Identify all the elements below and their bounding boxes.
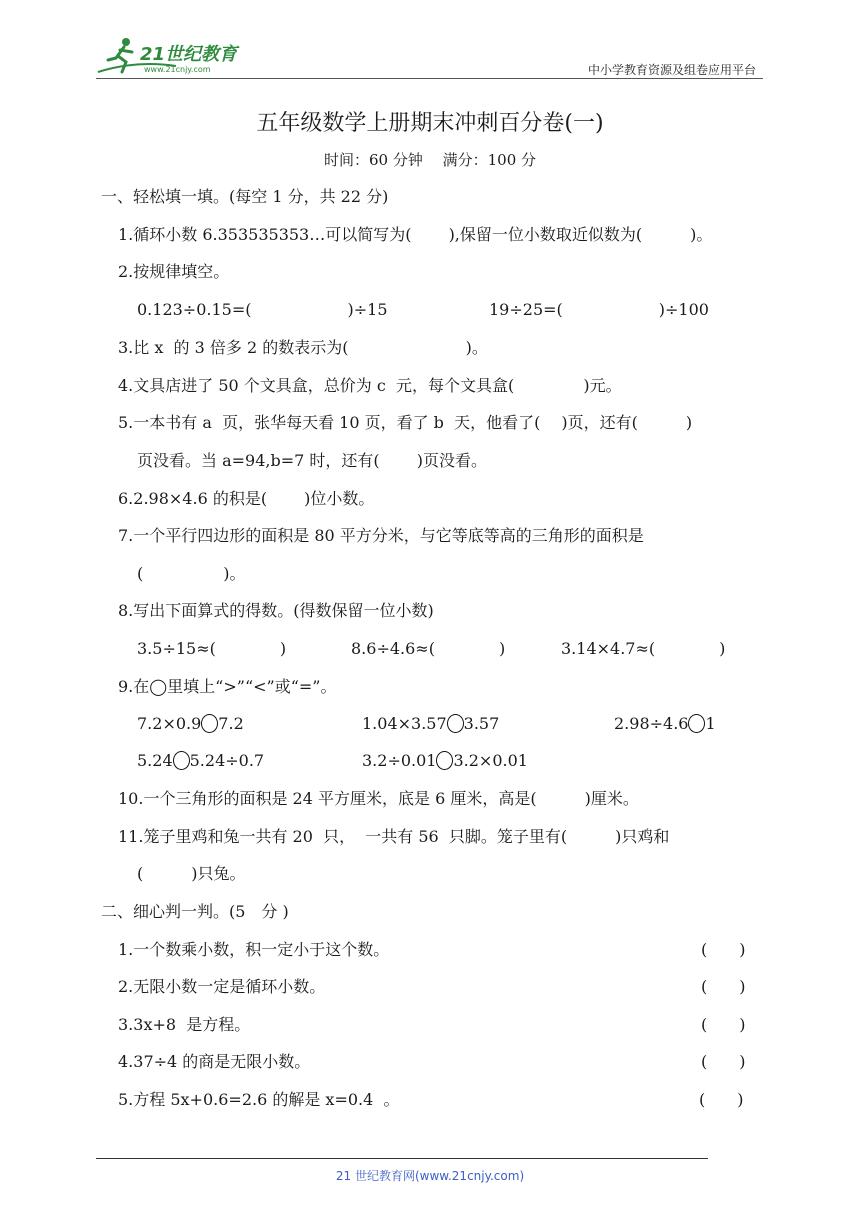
footer-divider bbox=[96, 1158, 708, 1159]
question-1: 1.循环小数 6.353535353…可以简写为( ),保留一位小数取近似数为( )。 bbox=[118, 225, 713, 244]
judge-item: 4.37÷4 的商是无限小数。 bbox=[118, 1052, 311, 1071]
question-8b: 8.6÷4.6≈( ) bbox=[351, 639, 506, 658]
judge-item: 5.方程 5x+0.6=2.6 的解是 x=0.4 。 bbox=[118, 1090, 400, 1109]
judge-bracket[interactable]: ( ) bbox=[701, 940, 746, 959]
question-4: 4.文具店进了 50 个文具盒，总价为 c 元，每个文具盒( )元。 bbox=[118, 376, 622, 395]
question-11-line2: ( )只兔。 bbox=[137, 864, 246, 883]
page-subtitle: 时间：60 分钟 满分：100 分 bbox=[323, 151, 537, 169]
question-7-line2: ( )。 bbox=[137, 564, 246, 583]
question-6: 6.2.98×4.6 的积是( )位小数。 bbox=[118, 489, 375, 508]
logo-text: 21世纪教育 bbox=[140, 44, 238, 65]
compare-left: 7.2×0.9 bbox=[137, 714, 202, 733]
question-8a: 3.5÷15≈( ) bbox=[137, 639, 287, 658]
compare-item bbox=[362, 714, 499, 734]
compare-item bbox=[362, 751, 528, 771]
site-logo bbox=[96, 36, 256, 80]
compare-left: 3.2÷0.01 bbox=[362, 751, 437, 770]
header-platform-text: 中小学教育资源及组卷应用平台 bbox=[587, 63, 756, 77]
compare-circle[interactable] bbox=[436, 751, 453, 770]
footer-text[interactable]: 21 世纪教育网(www.21cnjy.com) bbox=[335, 1169, 525, 1183]
question-8c: 3.14×4.7≈( ) bbox=[561, 639, 726, 658]
question-10: 10.一个三角形的面积是 24 平方厘米，底是 6 厘米，高是( )厘米。 bbox=[118, 789, 639, 808]
compare-item bbox=[137, 751, 264, 771]
section2-heading: 二、细心判一判。(5 分 ) bbox=[101, 902, 289, 921]
compare-right: 3.57 bbox=[463, 714, 500, 733]
compare-right: 5.24÷0.7 bbox=[189, 751, 265, 770]
question-5-line1: 5.一本书有 a 页，张华每天看 10 页，看了 b 天，他看了( )页，还有( ) bbox=[118, 413, 693, 432]
compare-circle[interactable] bbox=[447, 714, 464, 733]
page-title: 五年级数学上册期末冲刺百分卷(一) bbox=[256, 111, 604, 136]
question-7-line1: 7.一个平行四边形的面积是 80 平方分米，与它等底等高的三角形的面积是 bbox=[118, 526, 644, 545]
judge-bracket[interactable]: ( ) bbox=[701, 977, 746, 996]
question-2a: 0.123÷0.15=( )÷15 bbox=[137, 300, 388, 319]
header-divider bbox=[96, 78, 763, 79]
compare-circle[interactable] bbox=[201, 714, 218, 733]
compare-circle[interactable] bbox=[688, 714, 705, 733]
question-5-line2: 页没看。当 a=94,b=7 时，还有( )页没看。 bbox=[137, 451, 487, 470]
compare-circle[interactable] bbox=[173, 751, 190, 770]
compare-left: 5.24 bbox=[137, 751, 173, 770]
judge-item: 3.3x+8 是方程。 bbox=[118, 1015, 251, 1034]
question-11-line1: 11.笼子里鸡和兔一共有 20 只， 一共有 56 只脚。笼子里有( )只鸡和 bbox=[118, 827, 670, 846]
judge-bracket[interactable]: ( ) bbox=[701, 1052, 746, 1071]
judge-bracket[interactable]: ( ) bbox=[699, 1090, 744, 1109]
section1-heading: 一、轻松填一填。(每空 1 分，共 22 分) bbox=[101, 187, 389, 206]
compare-right: 3.2×0.01 bbox=[453, 751, 528, 770]
compare-left: 1.04×3.57 bbox=[362, 714, 447, 733]
compare-item bbox=[137, 714, 244, 734]
compare-right: 1 bbox=[705, 714, 716, 733]
question-2: 2.按规律填空。 bbox=[118, 262, 230, 281]
judge-bracket[interactable]: ( ) bbox=[701, 1015, 746, 1034]
compare-item bbox=[614, 714, 716, 734]
logo-url: www.21cnjy.com bbox=[144, 65, 211, 74]
compare-right: 7.2 bbox=[218, 714, 244, 733]
judge-item: 1.一个数乘小数，积一定小于这个数。 bbox=[118, 940, 390, 959]
judge-item: 2.无限小数一定是循环小数。 bbox=[118, 977, 326, 996]
question-3: 3.比 x 的 3 倍多 2 的数表示为( )。 bbox=[118, 338, 488, 357]
question-8: 8.写出下面算式的得数。(得数保留一位小数) bbox=[118, 601, 434, 620]
question-9: 9.在◯里填上“>”“<”或“=”。 bbox=[118, 677, 337, 696]
question-2b: 19÷25=( )÷100 bbox=[489, 300, 709, 319]
compare-left: 2.98÷4.6 bbox=[614, 714, 689, 733]
